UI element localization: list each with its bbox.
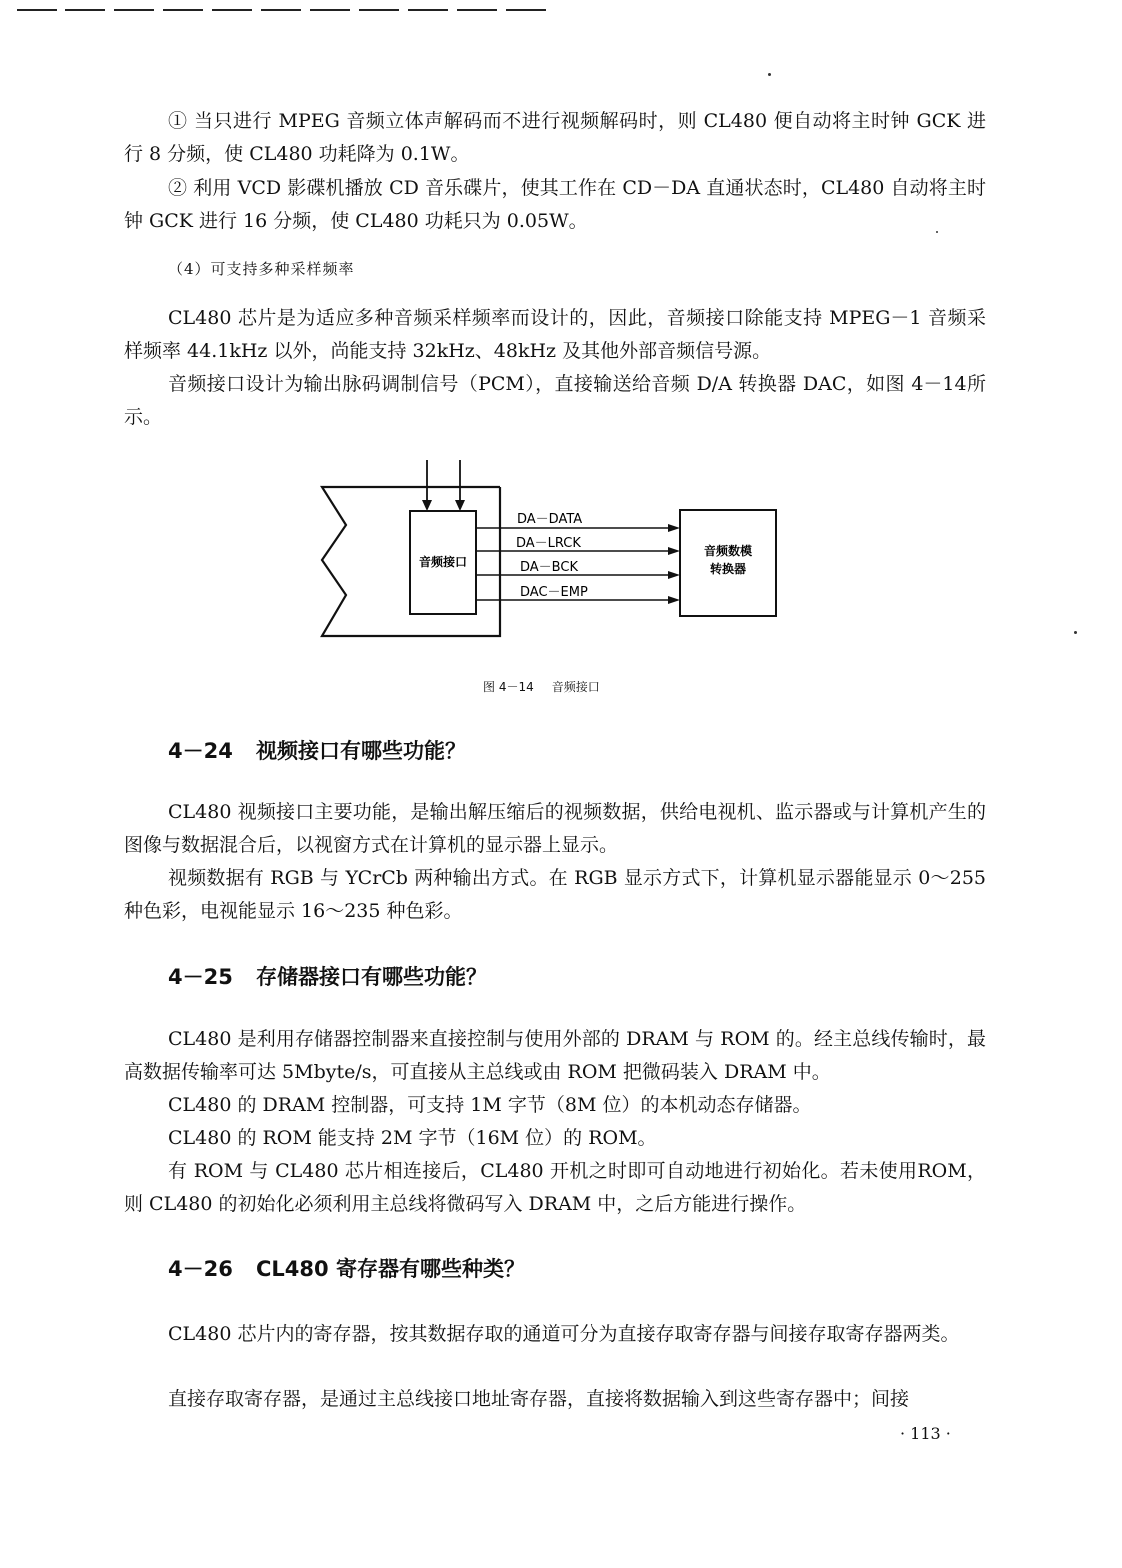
section-number: 4－24: [168, 739, 233, 763]
section-heading-4-24: [168, 735, 466, 765]
paragraph-video-1: CL480 视频接口主要功能，是输出解压缩后的视频数据，供给电视机、监示器或与计算机产生的图像与数据混合后，以视窗方式在计算机的显示器上显示。: [124, 801, 986, 856]
paragraph-registers-1: CL480 芯片内的寄存器，按其数据存取的通道可分为直接存取寄存器与间接存取寄存器两类。: [168, 1323, 960, 1345]
audio-interface-diagram: [300, 450, 820, 650]
signal-arrow-dac-emp: [668, 596, 680, 604]
dac-label-line2: 转换器: [709, 562, 747, 576]
figure-caption: [483, 678, 600, 695]
section-number: 4－26: [168, 1257, 233, 1281]
page-number: · 113 ·: [900, 1424, 951, 1443]
section-heading-4-26: [168, 1253, 525, 1283]
figure-caption-title: 音频接口: [551, 680, 600, 694]
audio-interface-label: 音频接口: [418, 555, 468, 569]
section-heading-4-25: [168, 961, 487, 991]
signal-label-da-data: DA－DATA: [517, 512, 583, 527]
input-arrow-1: [422, 500, 432, 511]
paragraph-video-2: 视频数据有 RGB 与 YCrCb 两种输出方式。在 RGB 显示方式下，计算机显示器能显示 0～255 种色彩，电视能显示 16～235 种色彩。: [124, 867, 986, 922]
paragraph-memory-3: CL480 的 ROM 能支持 2M 字节（16M 位）的 ROM。: [168, 1127, 657, 1149]
paragraph-memory-1: CL480 是利用存储器控制器来直接控制与使用外部的 DRAM 与 ROM 的。经主总线传输时，最高数据传输率可达 5Mbyte/s，可直接从主总线或由 ROM 把微码装入 DRAM 中。: [124, 1028, 986, 1083]
paragraph-power-mode-2: ② 利用 VCD 影碟机播放 CD 音乐碟片，使其工作在 CD－DA 直通状态时，CL480 自动将主时钟 GCK 进行 16 分频，使 CL480 功耗只为 0.05W。: [124, 177, 986, 232]
section-title: 存储器接口有哪些功能？: [256, 965, 487, 989]
signal-arrow-da-bck: [668, 571, 680, 579]
dac-label-line1: 音频数模: [703, 544, 753, 558]
scan-speck: [768, 73, 771, 76]
paragraph-memory-4: 有 ROM 与 CL480 芯片相连接后，CL480 开机之时即可自动地进行初始化。若未使用ROM，则 CL480 的初始化必须利用主总线将微码写入 DRAM 中，之后方能进行操作。: [124, 1160, 986, 1215]
paragraph-memory-2: CL480 的 DRAM 控制器，可支持 1M 字节（8M 位）的本机动态存储器。: [168, 1094, 812, 1116]
section-title: CL480 寄存器有哪些种类？: [256, 1257, 525, 1281]
paragraph-power-mode-1: ① 当只进行 MPEG 音频立体声解码而不进行视频解码时，则 CL480 便自动将主时钟 GCK 进行 8 分频，使 CL480 功耗降为 0.1W。: [124, 110, 986, 165]
signal-arrow-da-lrck: [668, 547, 680, 555]
paragraph-registers-2: 直接存取寄存器，是通过主总线接口地址寄存器，直接将数据输入到这些寄存器中；间接: [168, 1388, 910, 1410]
section-number: 4－25: [168, 965, 233, 989]
figure-caption-number: 图 4－14: [483, 680, 534, 694]
scan-speck: [1074, 631, 1077, 634]
section-title: 视频接口有哪些功能？: [256, 739, 466, 763]
input-arrow-2: [455, 500, 465, 511]
paragraph-sampling-1: CL480 芯片是为适应多种音频采样频率而设计的，因此，音频接口除能支持 MPEG－1 音频采样频率 44.1kHz 以外，尚能支持 32kHz、48kHz 及其他外部音频信号源。: [124, 307, 986, 362]
signal-label-da-lrck: DA－LRCK: [516, 536, 581, 551]
paragraph-sampling-2: 音频接口设计为输出脉码调制信号（PCM），直接输送给音频 D/A 转换器 DAC，如图 4－14所示。: [124, 373, 986, 428]
signal-label-da-bck: DA－BCK: [520, 560, 578, 575]
signal-arrow-da-data: [668, 524, 680, 532]
signal-label-dac-emp: DAC－EMP: [520, 585, 588, 600]
subheading-sampling: （4）可支持多种采样频率: [168, 260, 355, 278]
